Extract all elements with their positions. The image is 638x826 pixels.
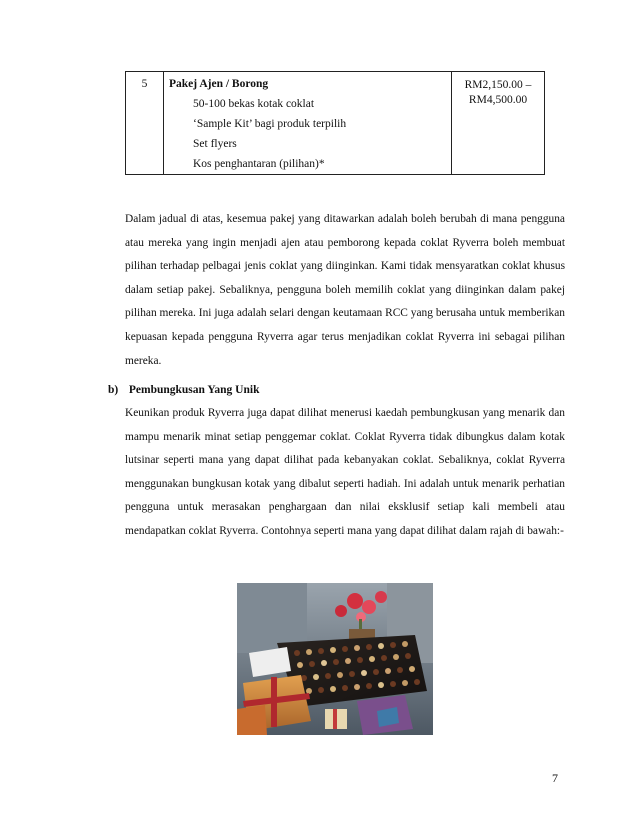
section-heading <box>108 384 259 396</box>
price-cell <box>452 72 545 175</box>
page-number: 7 <box>552 771 558 785</box>
package-items <box>193 94 451 174</box>
paragraph-packages: Dalam jadual di atas, kesemua pakej yang ditawarkan adalah boleh berubah di mana pengguna atau mereka yang ingin menjadi ajen atau pemborong kepada coklat Ryverra boleh membuat pilihan terhadap pelbagai jenis coklat yang diinginkan. Kami tidak mensyaratkan coklat khusus dalam setiap pakej. Sebaliknya, pengguna boleh memilih coklat yang diinginkan dalam pakej pilihan mereka. Ini juga adalah selari dengan keutamaan RCC yang berusaha untuk memberikan kepuasan kepada pengguna Ryverra agar terus menjadikan coklat Ryverra ini sebagai pilihan mereka. <box>125 213 565 367</box>
chocolate-photo-illustration <box>237 583 433 735</box>
package-item: ‘Sample Kit’ bagi produk terpilih <box>193 118 347 130</box>
section-label: b) <box>108 384 119 396</box>
package-item: Set flyers <box>193 138 237 150</box>
section-title: Pembungkusan Yang Unik <box>128 384 260 396</box>
chocolate-display-photo <box>237 583 433 735</box>
paragraph-packaging: Keunikan produk Ryverra juga dapat dilihat menerusi kaedah pembungkusan yang menarik dan mampu menarik minat setiap penggemar coklat. Coklat Ryverra tidak dibungkus dalam kotak lutsinar seperti mana yang dapat dilihat pada kebanyakan coklat. Sebaliknya, coklat Ryverra menggunakan bungkusan kotak yang dibalut seperti hadiah. Ini adalah untuk menarik perhatian pengguna untuk merasakan penghargaan dan nilai eksklusif setiap kali membeli atau mendapatkan coklat Ryverra. Contohnya seperti mana yang dapat dilihat dalam rajah di bawah:- <box>125 407 565 537</box>
price-max: RM4,500.00 <box>468 94 528 106</box>
package-title: Pakej Ajen / Borong <box>169 78 269 90</box>
package-item: Kos penghantaran (pilihan)* <box>193 158 325 170</box>
table-row <box>126 72 545 175</box>
price-min: RM2,150.00 – <box>464 79 532 91</box>
package-item: 50-100 bekas kotak coklat <box>193 98 315 110</box>
package-cell <box>164 72 452 175</box>
package-table <box>125 71 545 175</box>
row-number: 5 <box>126 72 164 175</box>
